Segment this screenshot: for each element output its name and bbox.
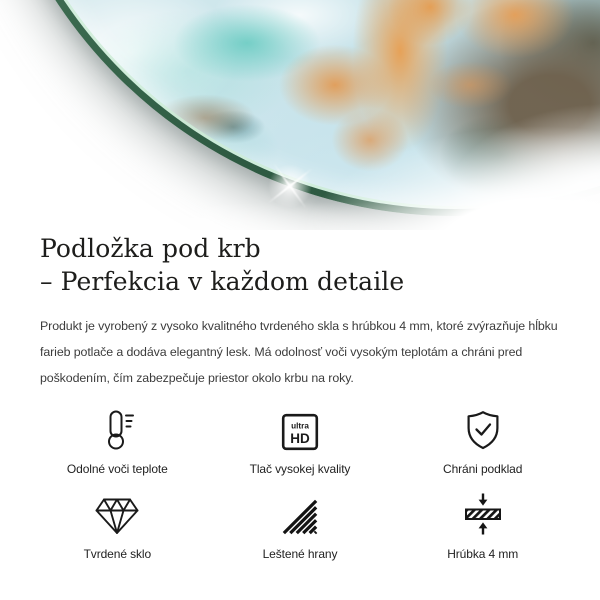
thickness-icon bbox=[461, 492, 505, 536]
product-description-text: Produkt je vyrobený z vysoko kvalitného tvrdeného skla s hrúbkou 4 mm, ktoré zvýrazňuje hĺbku farieb potlače a dodáva elegantný lesk. Má odolnosť voči vysokým teplotám a chráni pred poškodením, čím zabezpečuje priestor okolo krbu na roky. bbox=[40, 319, 558, 385]
feature-polished-edges bbox=[209, 492, 392, 561]
ultra-hd-icon bbox=[281, 407, 319, 451]
feature-grid bbox=[26, 407, 574, 561]
ultra-hd-badge-top: ultra bbox=[291, 421, 309, 431]
page-title-line2: – Perfekcia v každom detaile bbox=[40, 267, 405, 296]
feature-label: Odolné voči teplote bbox=[66, 462, 168, 476]
feature-label: Tlač vysokej kvality bbox=[249, 462, 351, 476]
feature-heat-resistant bbox=[26, 407, 209, 476]
feature-print-quality bbox=[209, 407, 392, 476]
feature-label: Chráni podklad bbox=[443, 462, 523, 476]
page-title-line1: Podložka pod krb bbox=[40, 234, 261, 263]
product-hero-image bbox=[0, 0, 600, 230]
page-title bbox=[40, 232, 560, 298]
diamond-icon bbox=[94, 492, 140, 536]
shield-check-icon bbox=[462, 407, 504, 451]
feature-label: Leštené hrany bbox=[262, 547, 338, 561]
polished-edges-icon bbox=[281, 492, 319, 536]
thermometer-icon bbox=[96, 407, 138, 451]
ultra-hd-badge-bottom: HD bbox=[290, 431, 310, 446]
product-description-section bbox=[0, 230, 600, 561]
feature-label: Tvrdené sklo bbox=[83, 547, 152, 561]
feature-protects-surface bbox=[391, 407, 574, 476]
sparkle-highlight-icon bbox=[262, 158, 318, 214]
feature-thickness bbox=[391, 492, 574, 561]
feature-tempered-glass bbox=[26, 492, 209, 561]
feature-label: Hrúbka 4 mm bbox=[447, 547, 519, 561]
